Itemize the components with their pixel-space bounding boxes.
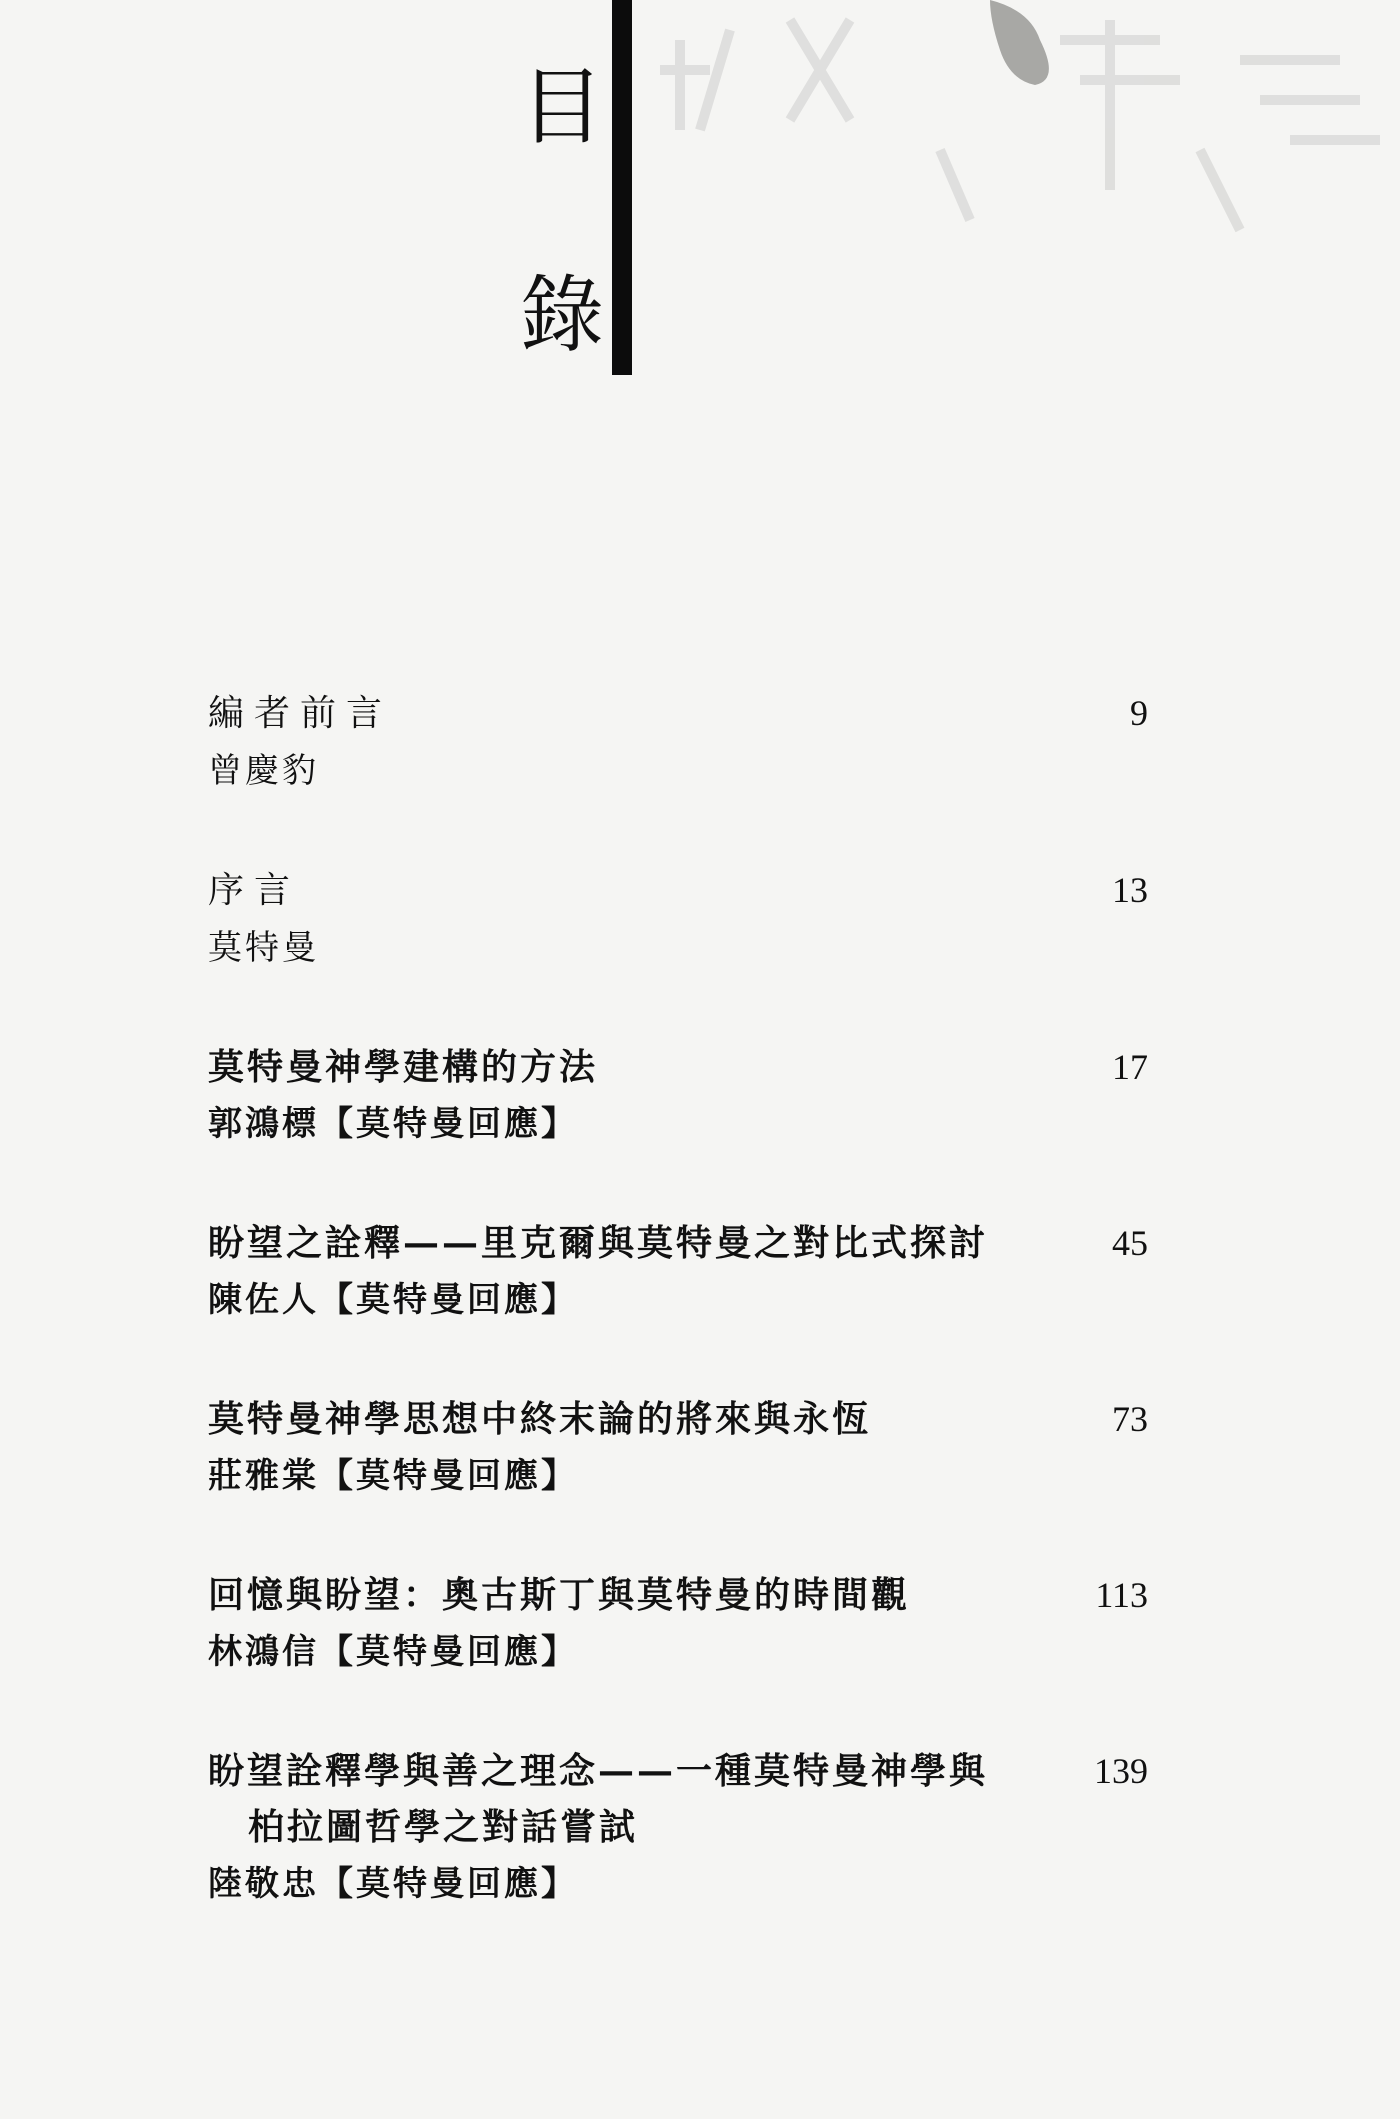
toc-entry (208, 685, 1148, 800)
toc-author-name: 曾慶豹 (208, 751, 319, 791)
toc-entry-author (208, 1855, 1148, 1913)
toc-entry-title-continued: 柏拉圖哲學之對話嘗試 (248, 1806, 639, 1848)
toc-entry (208, 1567, 1148, 1681)
toc-author-name: 陳佐人 (208, 1280, 319, 1320)
toc-author-name: 郭鴻標 (208, 1104, 319, 1144)
toc-entry-page: 139 (1094, 1751, 1148, 1791)
toc-entry-page: 13 (1112, 870, 1148, 910)
toc-entry-title: 莫特曼神學思想中終末論的將來與永恆 (208, 1398, 872, 1440)
toc-author-name: 莊雅棠 (208, 1456, 319, 1496)
toc-entry-title: 盼望之詮釋——里克爾與莫特曼之對比式探討 (208, 1222, 989, 1264)
toc-entry (208, 1391, 1148, 1505)
toc-entry-author (208, 919, 1148, 977)
toc-entry-title: 編者前言 (208, 693, 393, 734)
toc-entry-author (208, 1271, 1148, 1329)
toc-author-response: 【莫特曼回應】 (319, 1632, 578, 1672)
title-char-mu: 目 (520, 58, 605, 156)
title-vertical-bar (612, 0, 632, 375)
toc-entry (208, 1743, 1148, 1913)
toc-entry-row (208, 862, 1148, 919)
table-of-contents (208, 685, 1148, 1975)
toc-entry-title: 盼望詮釋學與善之理念——一種莫特曼神學與 (208, 1750, 989, 1792)
toc-entry-title: 序言 (208, 870, 301, 911)
toc-entry-author (208, 742, 1148, 800)
toc-entry-row (208, 1215, 1148, 1271)
toc-entry (208, 1215, 1148, 1329)
toc-entry-author (208, 1623, 1148, 1681)
toc-entry-author (208, 1095, 1148, 1153)
toc-entry-title: 莫特曼神學建構的方法 (208, 1046, 599, 1088)
toc-entry-page: 9 (1130, 693, 1148, 733)
toc-author-name: 莫特曼 (208, 928, 319, 968)
toc-entry-author (208, 1447, 1148, 1505)
toc-author-response: 【莫特曼回應】 (319, 1104, 578, 1144)
toc-entry-page: 73 (1112, 1399, 1148, 1439)
toc-entry (208, 862, 1148, 977)
toc-entry-page: 113 (1095, 1575, 1148, 1615)
toc-author-response: 【莫特曼回應】 (319, 1864, 578, 1904)
toc-entry-row (208, 1039, 1148, 1095)
toc-entry-row (208, 1567, 1148, 1623)
toc-entry-title: 回憶與盼望：奧古斯丁與莫特曼的時間觀 (208, 1574, 911, 1616)
toc-entry-row (208, 1743, 1148, 1799)
toc-entry-page: 17 (1112, 1047, 1148, 1087)
toc-author-name: 陸敬忠 (208, 1864, 319, 1904)
toc-entry-page: 45 (1112, 1223, 1148, 1263)
toc-author-response: 【莫特曼回應】 (319, 1280, 578, 1320)
toc-author-name: 林鴻信 (208, 1632, 319, 1672)
background-calligraphy-decoration (640, 0, 1400, 260)
title-char-lu: 錄 (520, 266, 605, 364)
toc-entry-row (208, 1391, 1148, 1447)
toc-author-response: 【莫特曼回應】 (319, 1456, 578, 1496)
toc-entry (208, 1039, 1148, 1153)
toc-entry-row (208, 685, 1148, 742)
